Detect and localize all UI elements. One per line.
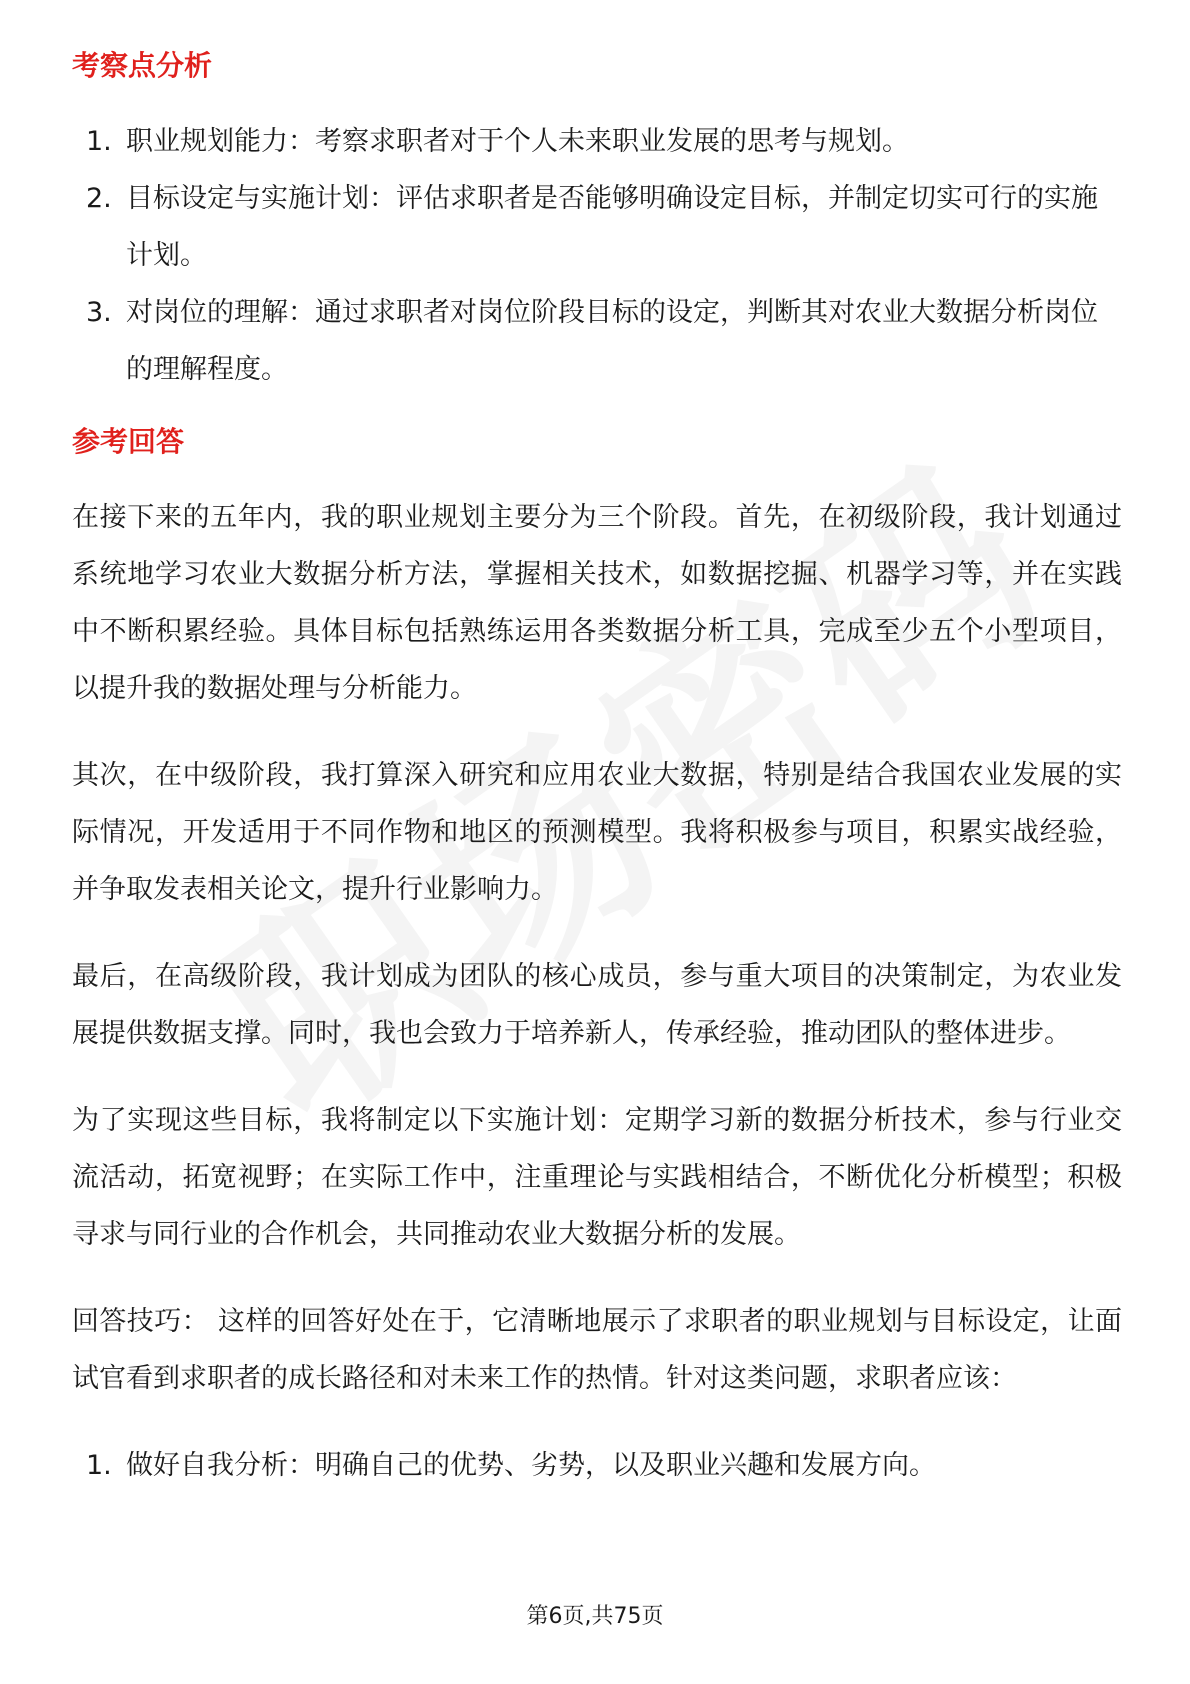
tips-list — [72, 1437, 1122, 1494]
list-item-number: 3. — [86, 297, 112, 328]
section-heading-analysis: 考察点分析 — [72, 49, 213, 82]
answer-paragraph: 为了实现这些目标，我将制定以下实施计划：定期学习新的数据分析技术，参与行业交流活动，拓宽视野；在实际工作中，注重理论与实践相结合，不断优化分析模型；积极寻求与同行业的合作机会，共同推动农业大数据分析的发展。 — [72, 1105, 1122, 1250]
list-item — [72, 170, 1122, 284]
list-item-text: 对岗位的理解：通过求职者对岗位阶段目标的设定，判断其对农业大数据分析岗位的理解程度。 — [126, 297, 1098, 385]
section-heading-answer: 参考回答 — [72, 425, 185, 458]
page-number: 第6页,共75页 — [526, 1604, 664, 1629]
list-item-number: 1. — [86, 1450, 112, 1481]
page-content — [72, 46, 1122, 1494]
list-item-number: 2. — [86, 183, 112, 214]
list-item — [72, 113, 1122, 170]
list-item — [72, 1437, 1122, 1494]
answer-paragraph: 其次，在中级阶段，我打算深入研究和应用农业大数据，特别是结合我国农业发展的实际情况，开发适用于不同作物和地区的预测模型。我将积极参与项目，积累实战经验，并争取发表相关论文，提升行业影响力。 — [72, 760, 1122, 905]
analysis-list — [72, 113, 1122, 398]
answer-paragraph: 在接下来的五年内，我的职业规划主要分为三个阶段。首先，在初级阶段，我计划通过系统地学习农业大数据分析方法，掌握相关技术，如数据挖掘、机器学习等，并在实践中不断积累经验。具体目标包括熟练运用各类数据分析工具，完成至少五个小型项目，以提升我的数据处理与分析能力。 — [72, 502, 1122, 704]
list-item-text: 目标设定与实施计划：评估求职者是否能够明确设定目标，并制定切实可行的实施计划。 — [126, 183, 1098, 271]
answer-paragraph: 最后，在高级阶段，我计划成为团队的核心成员，参与重大项目的决策制定，为农业发展提供数据支撑。同时，我也会致力于培养新人，传承经验，推动团队的整体进步。 — [72, 961, 1122, 1049]
list-item — [72, 284, 1122, 398]
answer-tips-paragraph: 回答技巧： 这样的回答好处在于，它清晰地展示了求职者的职业规划与目标设定，让面试官看到求职者的成长路径和对未来工作的热情。针对这类问题，求职者应该： — [72, 1306, 1122, 1394]
list-item-number: 1. — [86, 126, 112, 157]
list-item-text: 做好自我分析：明确自己的优势、劣势，以及职业兴趣和发展方向。 — [126, 1450, 936, 1481]
list-item-text: 职业规划能力：考察求职者对于个人未来职业发展的思考与规划。 — [126, 126, 909, 157]
